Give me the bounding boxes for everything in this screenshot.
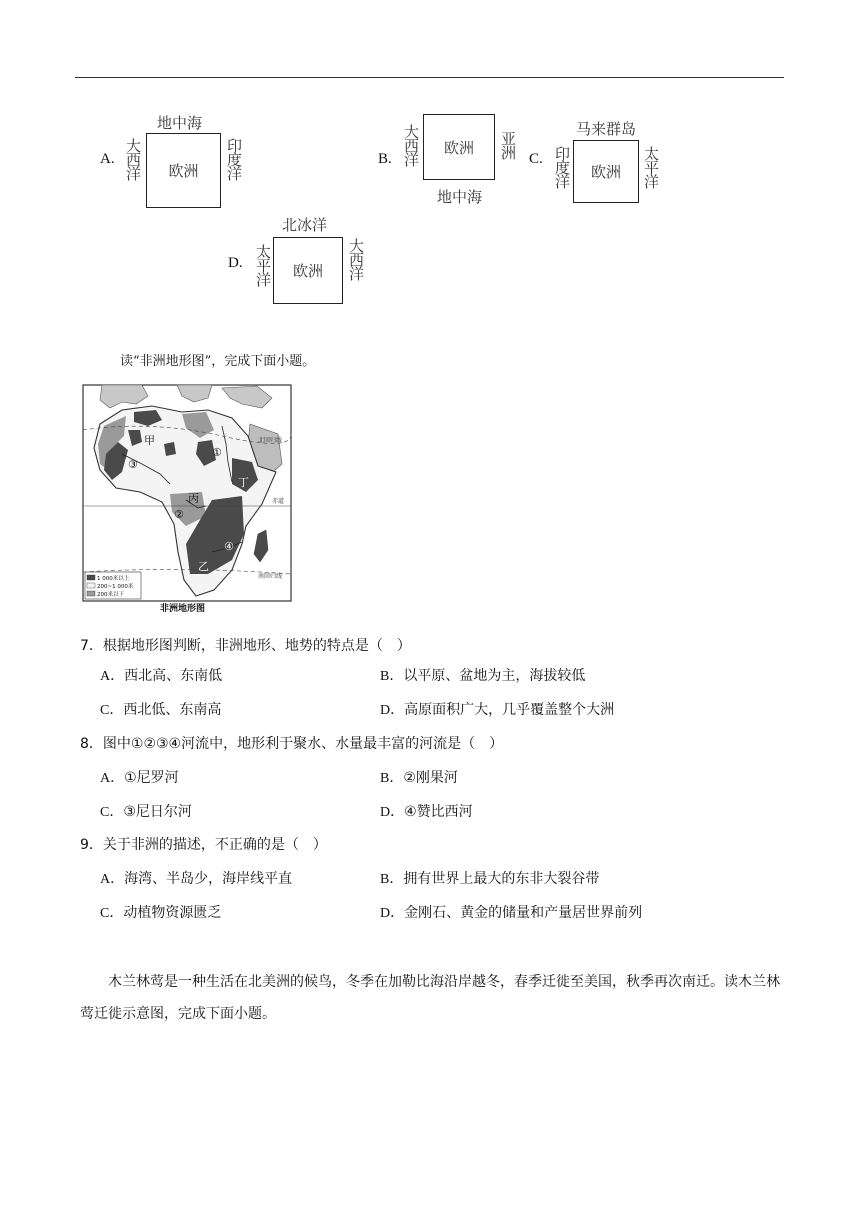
legend-low: 200米以下 xyxy=(97,592,124,598)
legend-mid: 200~1 000米 xyxy=(97,584,134,590)
q9-option-d[interactable]: D．金刚石、黄金的储量和产量居世界前列 xyxy=(380,905,643,921)
option-b-left-label: 大西洋 xyxy=(402,124,420,166)
option-b-bottom-label: 地中海 xyxy=(437,188,483,206)
question-9-stem: 9．关于非洲的描述，不正确的是（ ） xyxy=(80,837,327,853)
question-8-stem: 8．图中①②③④河流中，地形利于聚水、水量最丰富的河流是（ ） xyxy=(80,736,504,752)
header-rule xyxy=(75,77,784,78)
legend-high: 1 000米以上 xyxy=(97,576,130,582)
option-a-center-label: 欧洲 xyxy=(168,162,199,180)
map-legend xyxy=(85,572,141,599)
option-c-left-label: 印度洋 xyxy=(553,146,571,188)
map-caption: 非洲地形图 xyxy=(160,604,206,614)
option-d-center-label: 欧洲 xyxy=(292,262,323,280)
option-b-letter: B. xyxy=(378,151,392,167)
option-d-box xyxy=(273,237,343,304)
q9-option-c[interactable]: C．动植物资源匮乏 xyxy=(100,905,222,921)
option-d-right-label: 大西洋 xyxy=(347,238,365,280)
africa-topographic-map xyxy=(82,384,292,614)
option-a-top-label: 地中海 xyxy=(157,114,203,132)
map-label-river-4: ④ xyxy=(224,540,234,553)
q8-option-c[interactable]: C．③尼日尔河 xyxy=(100,804,192,820)
q7-option-d[interactable]: D．高原面积广大，几乎覆盖整个大洲 xyxy=(380,702,615,718)
q8-option-d[interactable]: D．④赞比西河 xyxy=(380,804,473,820)
q8-option-a[interactable]: A．①尼罗河 xyxy=(100,770,179,786)
option-b-center-label: 欧洲 xyxy=(443,138,474,157)
option-a-letter: A. xyxy=(100,151,115,167)
map-label-yi: 乙 xyxy=(198,560,209,573)
warbler-intro-paragraph: 木兰林莺是一种生活在北美洲的候鸟，冬季在加勒比海沿岸越冬，春季迁徙至美国，秋季再次南迁。读木兰林莺迁徙示意图，完成下面小题。 xyxy=(80,974,780,1022)
option-d-top-label: 北冰洋 xyxy=(282,216,328,234)
q7-option-c[interactable]: C．西北低、东南高 xyxy=(100,702,222,718)
map-label-river-2: ② xyxy=(174,508,184,521)
map-label-jia: 甲 xyxy=(144,434,155,447)
tropic-north-label: 北回归线 xyxy=(258,437,283,444)
option-a-box xyxy=(146,133,221,208)
option-d-left-label: 太平洋 xyxy=(254,244,272,286)
equator-label: 赤道 xyxy=(272,498,285,505)
map-label-ding: 丁 xyxy=(238,476,249,489)
option-a-right-label: 印度洋 xyxy=(225,138,243,180)
option-c-top-label: 马来群岛 xyxy=(576,120,637,138)
option-b-box xyxy=(423,114,495,180)
map-label-river-3: ③ xyxy=(128,458,138,471)
option-c-right-label: 太平洋 xyxy=(642,146,660,188)
map-label-bing: 丙 xyxy=(188,492,199,505)
option-d-letter: D. xyxy=(228,255,243,271)
map-label-river-1: ① xyxy=(212,446,222,459)
q9-option-b[interactable]: B．拥有世界上最大的东非大裂谷带 xyxy=(380,871,600,887)
q8-option-b[interactable]: B．②刚果河 xyxy=(380,770,458,786)
option-c-box xyxy=(573,140,639,203)
option-c-center-label: 欧洲 xyxy=(590,163,621,181)
option-a-left-label: 大西洋 xyxy=(124,138,142,180)
africa-intro-text: 读“非洲地形图”，完成下面小题。 xyxy=(120,354,316,369)
q7-option-a[interactable]: A．西北高、东南低 xyxy=(100,668,223,684)
option-b-right-label: 亚洲 xyxy=(499,131,517,159)
q7-option-b[interactable]: B．以平原、盆地为主，海拔较低 xyxy=(380,668,586,684)
q9-option-a[interactable]: A．海湾、半岛少，海岸线平直 xyxy=(100,871,293,887)
tropic-south-label: 南回归线 xyxy=(258,573,283,580)
question-7-stem: 7．根据地形图判断，非洲地形、地势的特点是（ ） xyxy=(80,638,411,654)
option-c-letter: C. xyxy=(529,151,543,167)
